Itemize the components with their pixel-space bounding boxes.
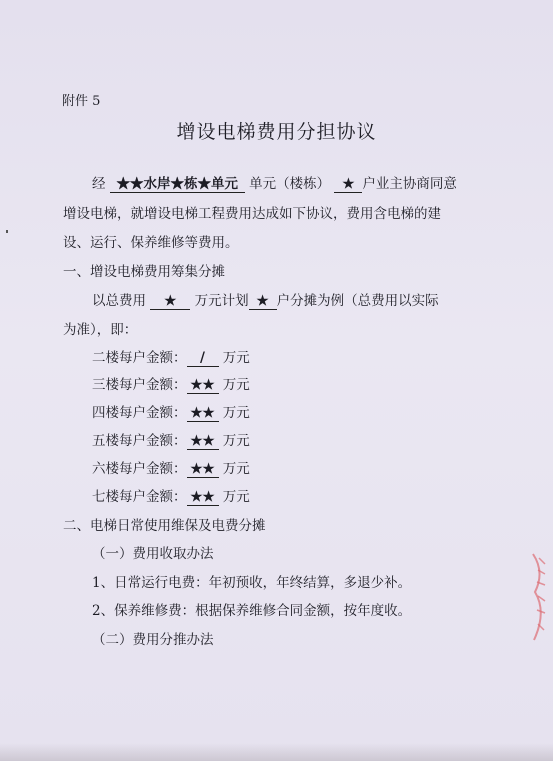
pen-mark (6, 230, 8, 233)
floor-amount: ★★ (187, 434, 219, 450)
page-title: 增设电梯费用分担协议 (176, 121, 377, 143)
plan-rest: 户分摊为例（总费用以实际 (276, 293, 439, 309)
plan-label: 万元计划 (194, 293, 249, 309)
floor-unit: 万元 (222, 489, 250, 505)
households-blank: ★ (334, 177, 362, 193)
section-1-heading: 一、增设电梯费用筹集分摊 (63, 264, 225, 280)
item-electricity: 1、日常运行电费：年初预收，年终结算，多退少补。 (92, 575, 412, 591)
page-bottom-shadow (0, 743, 553, 761)
intro-unit-text: 单元（楼栋） (249, 176, 331, 192)
floor-unit: 万元 (222, 350, 250, 366)
floor-label: 六楼每户金额： (92, 461, 187, 477)
intro-rest: 户业主协商同意 (362, 176, 457, 192)
floor-row (92, 401, 250, 422)
floor-unit: 万元 (222, 433, 250, 449)
floor-amount: ★★ (187, 462, 219, 478)
attachment-label: 附件 5 (62, 94, 101, 109)
floor-label: 四楼每户金额： (92, 405, 187, 421)
seal-stamp-fragment (531, 552, 549, 644)
floor-label: 三楼每户金额： (92, 377, 187, 393)
floor-amount: ★★ (187, 406, 219, 422)
floor-row (92, 346, 250, 367)
floor-row (92, 457, 250, 478)
item-maintenance: 2、保养维修费：根据保养维修合同金额，按年度收。 (92, 603, 412, 619)
subsection-2-heading: （二）费用分推办法 (92, 632, 214, 648)
plan-blank: ★ (249, 294, 277, 310)
section-1-line-2: 为准），即： (63, 322, 138, 338)
floor-label: 二楼每户金额： (92, 350, 187, 366)
floor-amount: ★★ (187, 378, 219, 394)
intro-line-2: 增设电梯，就增设电梯工程费用达成如下协议，费用含电梯的建 (63, 206, 441, 222)
subsection-1-heading: （一）费用收取办法 (92, 546, 214, 562)
floor-row (92, 373, 250, 394)
total-cost-label: 以总费用 (92, 293, 146, 309)
floor-amount: / (187, 351, 219, 367)
floor-unit: 万元 (222, 377, 250, 393)
floor-row (92, 485, 250, 506)
address-blank: ★★水岸★栋★单元 (110, 177, 245, 193)
floor-row (92, 429, 250, 450)
intro-line-3: 设、运行、保养维修等费用。 (63, 235, 239, 251)
total-cost-blank: ★ (150, 294, 190, 310)
floor-amount: ★★ (187, 490, 219, 506)
section-1-line-1 (92, 289, 439, 310)
intro-line-1 (92, 172, 457, 193)
section-2-heading: 二、电梯日常使用维保及电费分摊 (63, 518, 266, 534)
seal-stamp-graphic (531, 552, 549, 642)
floor-label: 五楼每户金额： (92, 433, 187, 449)
floor-unit: 万元 (222, 405, 250, 421)
intro-prefix: 经 (92, 176, 106, 192)
floor-unit: 万元 (222, 461, 250, 477)
floor-label: 七楼每户金额： (92, 489, 187, 505)
